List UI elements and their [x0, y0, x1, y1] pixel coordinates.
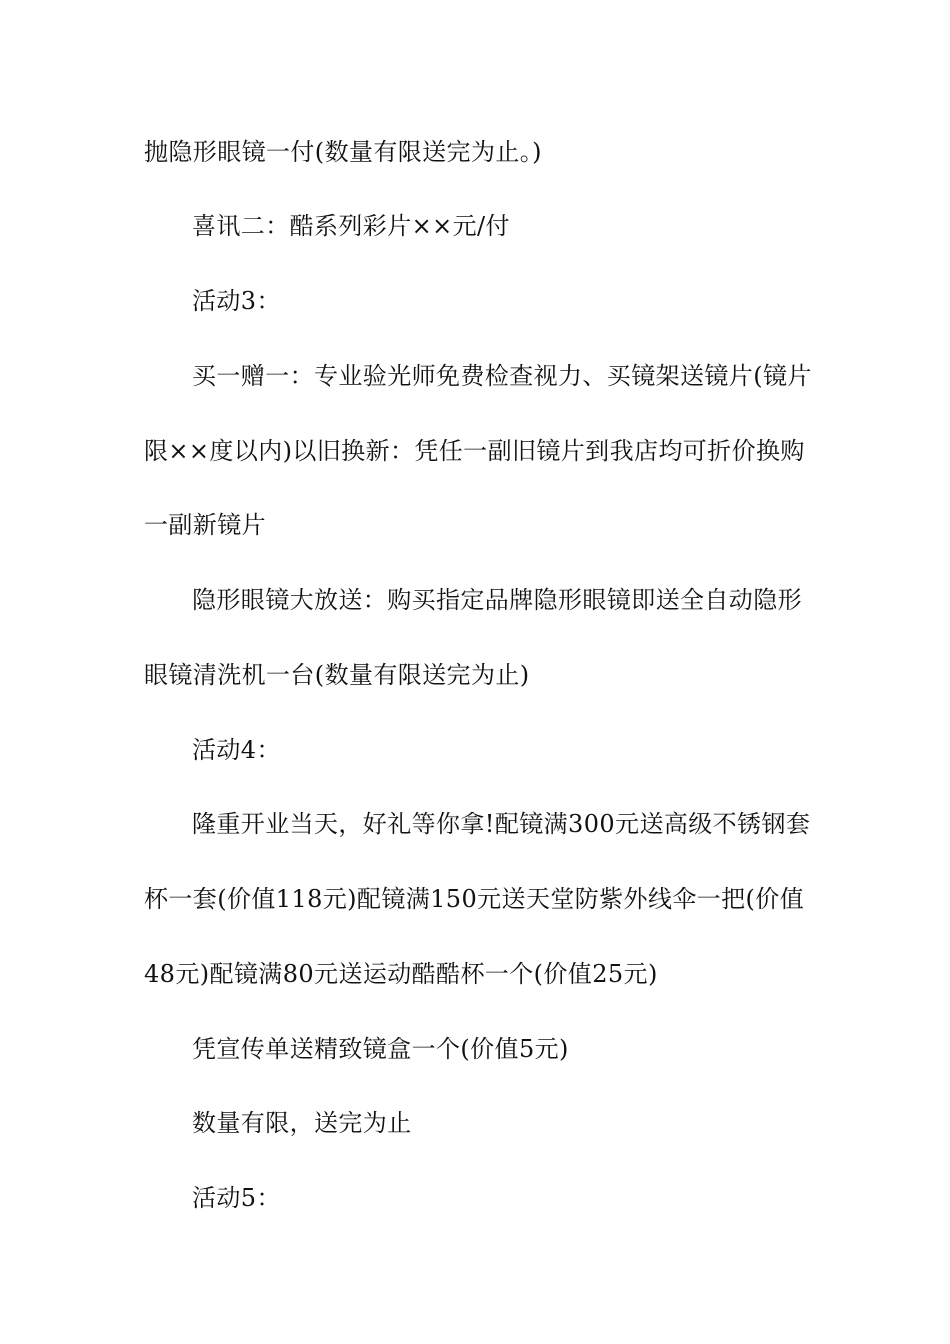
paragraph-line: 隐形眼镜大放送：购买指定品牌隐形眼镜即送全自动隐形: [192, 586, 802, 614]
paragraph-line: 一副新镜片: [144, 511, 266, 539]
paragraph-line: 隆重开业当天，好礼等你拿!配镜满300元送高级不锈钢套: [192, 810, 811, 838]
paragraph-line: 数量有限，送完为止: [192, 1109, 412, 1137]
paragraph-line: 买一赠一：专业验光师免费检查视力、买镜架送镜片(镜片: [192, 362, 812, 390]
paragraph-line: 喜讯二：酷系列彩片××元/付: [192, 212, 510, 240]
section-heading: 活动3：: [192, 287, 281, 315]
section-heading: 活动5：: [192, 1184, 281, 1212]
paragraph-line: 眼镜清洗机一台(数量有限送完为止): [144, 661, 530, 689]
paragraph-line: 抛隐形眼镜一付(数量有限送完为止。): [144, 138, 542, 166]
paragraph-line: 48元)配镜满80元送运动酷酷杯一个(价值25元): [144, 960, 658, 988]
section-heading: 活动4：: [192, 736, 281, 764]
paragraph-line: 凭宣传单送精致镜盒一个(价值5元): [192, 1035, 569, 1063]
paragraph-line: 杯一套(价值118元)配镜满150元送天堂防紫外线伞一把(价值: [144, 885, 805, 913]
paragraph-line: 限××度以内)以旧换新：凭任一副旧镜片到我店均可折价换购: [144, 437, 805, 465]
